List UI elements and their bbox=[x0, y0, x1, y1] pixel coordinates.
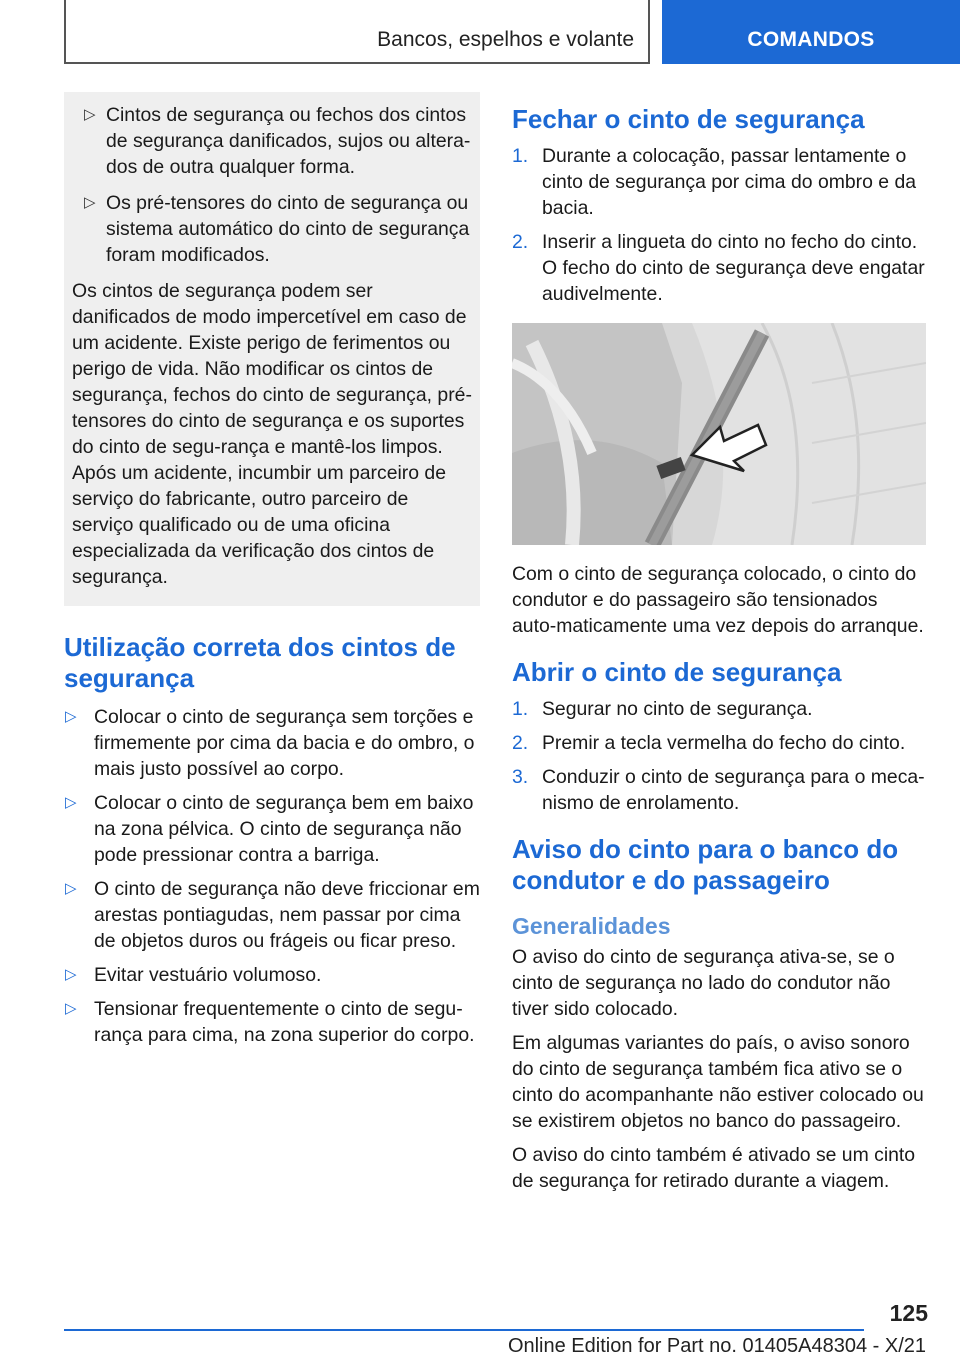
warning-item-text: Os pré-tensores do cinto de segurança ou sistema automático do cinto de segurança foram modificados. bbox=[106, 192, 470, 266]
general-paragraph: O aviso do cinto de segurança ativa-se, se o cinto de segurança no lado do condutor não tiver sido colocado. bbox=[512, 946, 895, 1020]
step-text: Conduzir o cinto de segurança para o meca-nismo de enrolamento. bbox=[542, 766, 925, 814]
warning-item bbox=[72, 102, 472, 180]
warning-item-text: Cintos de segurança ou fechos dos cintos de segurança danificados, sujos ou altera-dos de outra qualquer forma. bbox=[106, 104, 471, 178]
list-item bbox=[512, 229, 926, 307]
chapter-title: Bancos, espelhos e volante bbox=[377, 28, 634, 51]
list-item bbox=[512, 696, 926, 722]
page-number: 125 bbox=[889, 1300, 928, 1326]
triangle-bullet-icon: ▷ bbox=[65, 880, 77, 897]
warning-box bbox=[64, 92, 480, 606]
warning-item bbox=[72, 190, 472, 268]
usage-heading: Utilização correta dos cintos de segurança bbox=[64, 632, 456, 693]
list-item bbox=[64, 996, 480, 1048]
open-heading: Abrir o cinto de segurança bbox=[512, 657, 842, 687]
list-item-text: Colocar o cinto de segurança bem em baixo na zona pélvica. O cinto de segurança não pode pressionar contra a barriga. bbox=[94, 792, 474, 866]
section-header bbox=[662, 0, 960, 64]
section-title: COMANDOS bbox=[747, 28, 875, 51]
step-number: 2. bbox=[512, 231, 529, 253]
list-item bbox=[64, 876, 480, 954]
step-number: 3. bbox=[512, 766, 529, 788]
seatbelt-illustration bbox=[512, 323, 926, 545]
list-item-text: Colocar o cinto de segurança sem torções e firmemente por cima da bacia e do ombro, o mais justo possível ao corpo. bbox=[94, 706, 475, 780]
edition-text: Online Edition for Part no. 01405A48304 - X/21 bbox=[507, 1335, 926, 1357]
list-item bbox=[512, 764, 926, 816]
triangle-bullet-icon: ▷ bbox=[65, 794, 77, 811]
right-column bbox=[512, 92, 926, 1202]
list-item bbox=[64, 962, 480, 988]
reminder-heading: Aviso do cinto para o banco do condutor e do passageiro bbox=[512, 834, 899, 895]
list-item bbox=[64, 790, 480, 868]
step-text: Premir a tecla vermelha do fecho do cinto. bbox=[542, 732, 906, 754]
seatbelt-figure bbox=[512, 323, 926, 545]
step-number: 2. bbox=[512, 732, 529, 754]
step-text: Segurar no cinto de segurança. bbox=[542, 698, 813, 720]
warning-text: Os cintos de segurança podem ser danificados de modo impercetível em caso de um acidente. Existe perigo de ferimentos ou perigo de vida. Não modificar os cintos de segurança, fechos do cinto de segurança, pré-tensores do cinto de segurança e os suportes do cinto de segu-rança e mantê-los limpos. Após um acidente, incumbir um parceiro de serviço do fabricante, outro parceiro de serviço qualificado ou de uma oficina especializada da verificação dos cintos de segurança. bbox=[72, 280, 472, 588]
list-item-text: O cinto de segurança não deve friccionar em arestas pontiagudas, nem passar por cima de objetos duros ou frágeis ou ficar preso. bbox=[94, 878, 480, 952]
after-figure-text: Com o cinto de segurança colocado, o cinto do condutor e do passageiro são tensionados auto-maticamente uma vez depois do arranque. bbox=[512, 563, 924, 637]
step-number: 1. bbox=[512, 698, 529, 720]
general-paragraph: Em algumas variantes do país, o aviso sonoro do cinto de segurança também fica ativo se o cinto do acompanhante não estiver colocado ou se existirem objetos no banco do passageiro. bbox=[512, 1032, 924, 1132]
step-text: Durante a colocação, passar lentamente o cinto de segurança por cima do ombro e da bacia. bbox=[542, 145, 917, 219]
list-item bbox=[512, 143, 926, 221]
list-item bbox=[512, 730, 926, 756]
step-text: Inserir a lingueta do cinto no fecho do cinto. O fecho do cinto de segurança deve engatar audivelmente. bbox=[542, 231, 925, 305]
left-column bbox=[64, 92, 480, 1056]
triangle-bullet-icon: ▷ bbox=[65, 708, 77, 725]
triangle-bullet-icon: ▷ bbox=[84, 194, 96, 211]
list-item-text: Evitar vestuário volumoso. bbox=[94, 964, 322, 986]
list-item-text: Tensionar frequentemente o cinto de segu-rança para cima, na zona superior do corpo. bbox=[94, 998, 475, 1046]
list-item bbox=[64, 704, 480, 782]
step-number: 1. bbox=[512, 145, 529, 167]
general-paragraph: O aviso do cinto também é ativado se um cinto de segurança for retirado durante a viagem. bbox=[512, 1144, 916, 1192]
close-heading: Fechar o cinto de segurança bbox=[512, 104, 865, 134]
chapter-header bbox=[64, 0, 650, 64]
triangle-bullet-icon: ▷ bbox=[65, 1000, 77, 1017]
general-heading: Generalidades bbox=[512, 913, 671, 939]
triangle-bullet-icon: ▷ bbox=[84, 106, 96, 123]
footer-divider bbox=[64, 1329, 864, 1331]
triangle-bullet-icon: ▷ bbox=[65, 966, 77, 983]
